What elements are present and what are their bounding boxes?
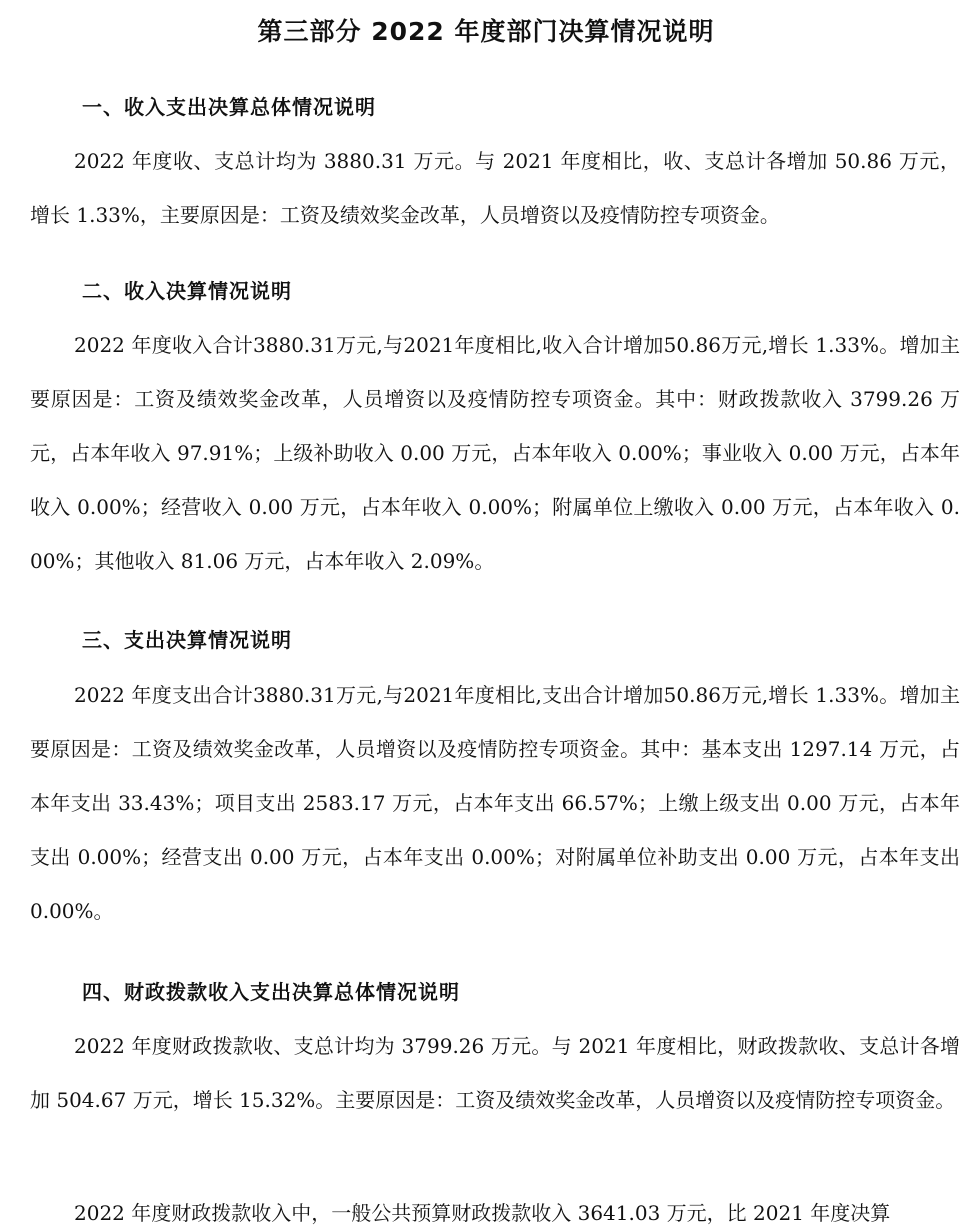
- section-heading-1: 一、收入支出决算总体情况说明: [82, 95, 376, 119]
- section-2-paragraph-1: 2022 年度收入合计3880.31万元,与2021年度相比,收入合计增加50.86万元,增长 1.33%。增加主要原因是：工资及绩效奖金改革，人员增资以及疫情防控专项资金。其中：财政拨款收入 3799.26 万元，占本年收入 97.91%；上级补助收入 0.00 万元，占本年收入 0.00%；事业收入 0.00 万元，占本年收入 0.00%；经营收入 0.00 万元，占本年收入 0.00%；附属单位上缴收入 0.00 万元，占本年收入 0.00%；其他收入 81.06 万元，占本年收入 2.09%。: [30, 333, 960, 573]
- section-4-paragraph-1: 2022 年度财政拨款收、支总计均为 3799.26 万元。与 2021 年度相比，财政拨款收、支总计各增加 504.67 万元，增长 15.32%。主要原因是：工资及绩效奖金改革，人员增资以及疫情防控专项资金。: [30, 1034, 960, 1112]
- section-heading-3: 三、支出决算情况说明: [82, 628, 292, 652]
- section-1-paragraph-1: 2022 年度收、支总计均为 3880.31 万元。与 2021 年度相比，收、支总计各增加 50.86 万元，增长 1.33%，主要原因是：工资及绩效奖金改革，人员增资以及疫情防控专项资金。: [30, 149, 960, 227]
- section-heading-4: 四、财政拨款收入支出决算总体情况说明: [82, 980, 460, 1004]
- section-3-paragraph-1: 2022 年度支出合计3880.31万元,与2021年度相比,支出合计增加50.86万元,增长 1.33%。增加主要原因是：工资及绩效奖金改革，人员增资以及疫情防控专项资金。其中：基本支出 1297.14 万元，占本年支出 33.43%；项目支出 2583.17 万元，占本年支出 66.57%；上缴上级支出 0.00 万元，占本年支出 0.00%；经营支出 0.00 万元，占本年支出 0.00%；对附属单位补助支出 0.00 万元，占本年支出 0.00%。: [30, 683, 960, 923]
- page-title: 第三部分 2022 年度部门决算情况说明: [257, 17, 715, 46]
- section-4-paragraph-2: 2022 年度财政拨款收入中，一般公共预算财政拨款收入 3641.03 万元，比 2021 年度决算: [74, 1201, 891, 1225]
- section-heading-2: 二、收入决算情况说明: [82, 279, 292, 303]
